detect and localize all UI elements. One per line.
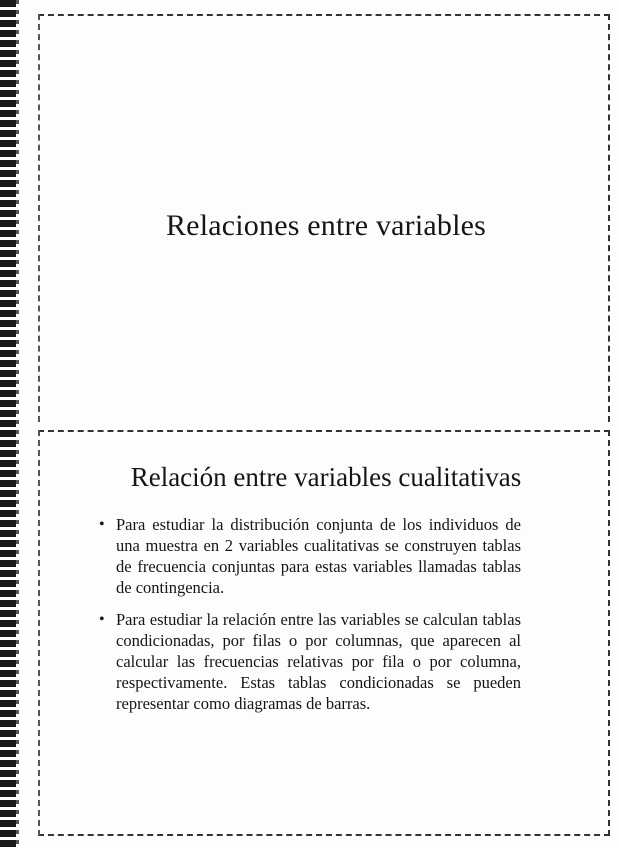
- slide-title-frame: [38, 14, 610, 422]
- bullet-dot-icon: •: [99, 611, 105, 628]
- bullet-item: [99, 514, 521, 598]
- slide-title: Relaciones entre variables: [165, 209, 487, 242]
- bullet-item: [99, 609, 521, 714]
- bullet-text: Para estudiar la relación entre las variables se calculan tablas condicionadas, por filas o por columnas, que aparecen al calcular las frecuencias relativas por fila o por columna, respectivamente. Estas tablas condicionadas se pueden representar como diagramas de barras.: [116, 610, 521, 713]
- bullet-text: Para estudiar la distribución conjunta de los individuos de una muestra en 2 variables cualitativas se construyen tablas de frecuencia conjuntas para estas variables llamadas tablas de contingencia.: [116, 515, 521, 597]
- spiral-binding: [0, 0, 16, 848]
- bullet-list: [99, 514, 521, 725]
- section-heading: Relación entre variables cualitativas: [130, 462, 522, 492]
- bullet-dot-icon: •: [99, 516, 105, 533]
- slide-content-frame: [38, 430, 610, 836]
